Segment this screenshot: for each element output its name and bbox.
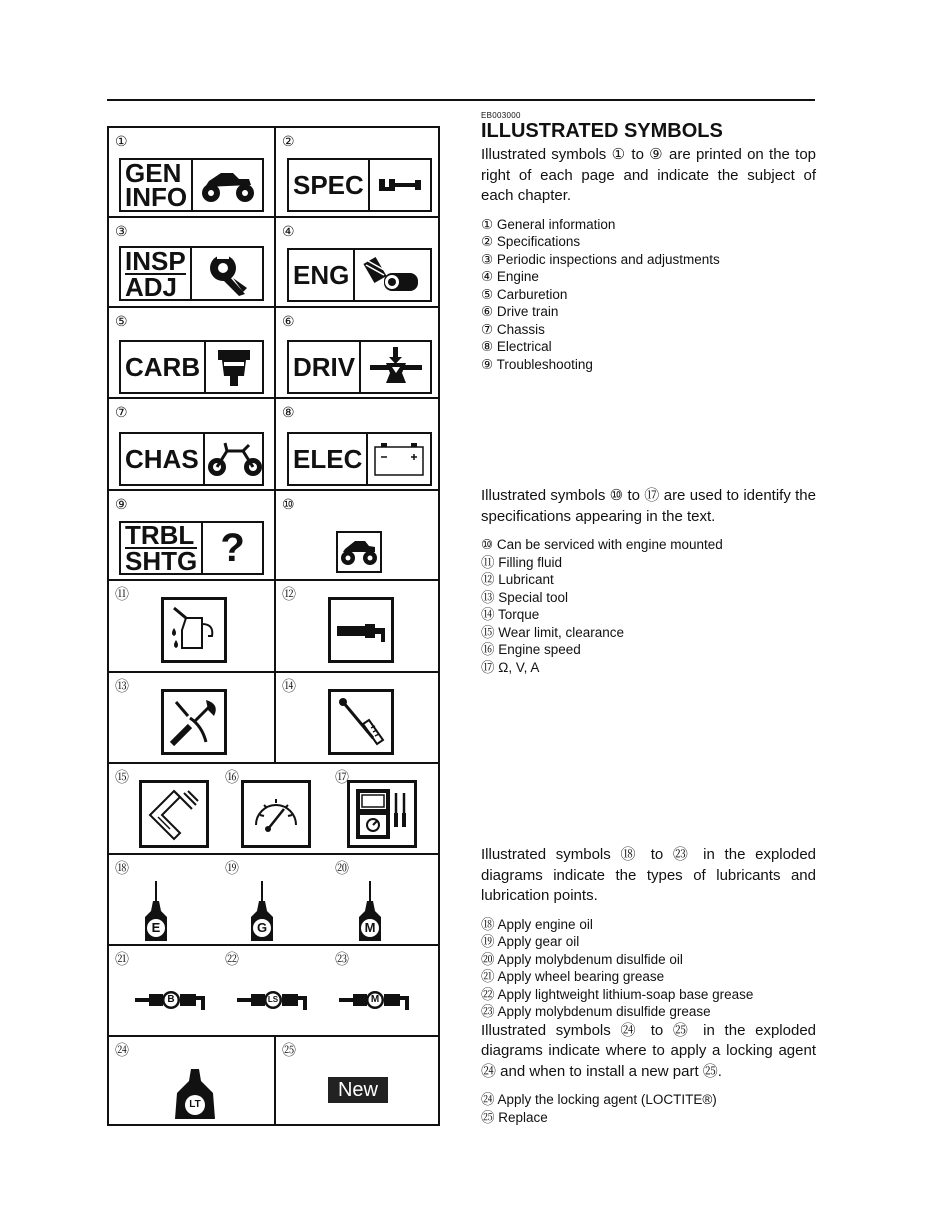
- symbol-engine-mounted: [276, 491, 440, 579]
- grease-gun-icon: [339, 990, 413, 1010]
- tachometer-icon: [241, 780, 311, 848]
- symbol-number: ⑩: [282, 496, 295, 512]
- grease-gun-icon: [237, 990, 311, 1010]
- symbol-carb: [109, 308, 275, 397]
- symbol-torque: [276, 673, 440, 762]
- symbol-moly-oil: [329, 855, 438, 944]
- badge-line2: INFO: [125, 182, 188, 212]
- badge-label: ELEC: [289, 434, 368, 484]
- lubricant-letter: LS: [267, 995, 279, 1004]
- symbol-filling-fluid: [109, 581, 275, 671]
- section-chapter-symbols: [481, 145, 816, 373]
- symbol-number: ①: [115, 133, 128, 149]
- oil-can-icon: [161, 597, 227, 663]
- list-item: ㉑ Apply wheel bearing grease: [481, 969, 665, 984]
- section-intro: Illustrated symbols ⑩ to ⑰ are used to identify the specifications appearing in the text.: [481, 487, 816, 525]
- symbol-list: [481, 216, 816, 374]
- symbol-number: ⑨: [115, 496, 128, 512]
- lubricant-letter: E: [151, 920, 161, 935]
- list-item: ⑳ Apply molybdenum disulfide oil: [481, 951, 683, 967]
- carburetor-icon: [206, 342, 262, 392]
- symbol-number: ④: [282, 223, 295, 239]
- badge-label: SPEC: [289, 160, 370, 210]
- symbol-locking-agent: [109, 1037, 275, 1126]
- gen-info-badge: [119, 158, 264, 212]
- symbol-number: ⑧: [282, 404, 295, 420]
- insp-adj-badge: [119, 246, 264, 301]
- symbol-lithium-grease: [219, 946, 329, 1035]
- symbol-number: ㉒: [225, 951, 239, 967]
- list-item: ㉕ Replace: [481, 1109, 548, 1125]
- symbol-trbl-shtg: [109, 491, 275, 579]
- symbol-spec: [276, 128, 440, 216]
- symbol-eng: [276, 218, 440, 306]
- symbol-chas: [109, 399, 275, 489]
- list-item: ② Specifications: [481, 234, 581, 249]
- section-intro: Illustrated symbols ⑱ to ㉓ in the exploded diagrams indicate the types of lubricants and lubrication points.: [481, 846, 816, 904]
- symbol-list: [481, 536, 816, 676]
- new-part-badge: New: [328, 1077, 388, 1103]
- lubricant-letter: G: [256, 920, 268, 935]
- symbol-gen-info: [109, 128, 275, 216]
- list-item: ⑤ Carburetion: [481, 286, 568, 302]
- lubricant-letter: M: [364, 920, 376, 935]
- symbol-number: ㉔: [115, 1042, 129, 1058]
- badge-line1: TRBL: [125, 523, 197, 549]
- symbol-replace: [276, 1037, 440, 1126]
- tool-icon: [370, 160, 430, 210]
- badge-line2: SHTG: [125, 546, 198, 576]
- symbol-number: ⑭: [282, 678, 296, 694]
- symbol-gear-oil: [219, 855, 329, 944]
- symbol-number: ⑯: [225, 769, 239, 785]
- torque-wrench-icon: [328, 689, 394, 755]
- symbol-number: ⑪: [115, 586, 129, 602]
- grease-gun-icon: [135, 990, 209, 1010]
- badge-label: CARB: [121, 342, 206, 392]
- symbol-number: ⑥: [282, 313, 295, 329]
- section-intro: Illustrated symbols ① to ⑨ are printed on the top right of each page and indicate the subject of each chapter.: [481, 146, 816, 204]
- battery-icon: [368, 434, 430, 484]
- badge-line1: INSP: [125, 245, 186, 276]
- atv-chassis-icon: [205, 434, 265, 484]
- caliper-icon: [139, 780, 209, 848]
- driv-badge: [287, 340, 432, 394]
- symbol-list: [481, 916, 816, 1021]
- atv-mounted-icon: [336, 531, 382, 573]
- list-item: ㉒ Apply lightweight lithium-soap base grease: [481, 986, 754, 1002]
- list-item: ③ Periodic inspections and adjustments: [481, 251, 720, 267]
- atv-icon: [193, 160, 262, 210]
- section-spec-symbols: [481, 486, 816, 676]
- list-item: ① General information: [481, 216, 616, 232]
- eng-badge: [287, 248, 432, 302]
- carb-badge: [119, 340, 264, 394]
- page-title: ILLUSTRATED SYMBOLS: [481, 120, 723, 142]
- symbol-driv: [276, 308, 440, 397]
- symbol-wear-limit: [109, 764, 219, 853]
- list-item: ⑩ Can be serviced with engine mounted: [481, 537, 723, 552]
- engine-icon: [355, 250, 430, 300]
- lubricant-letter: B: [167, 994, 175, 1005]
- question-mark: ?: [220, 525, 245, 570]
- section-lubricant-symbols: [481, 845, 816, 1126]
- trbl-shtg-badge: [119, 521, 264, 575]
- badge-line2: ADJ: [125, 271, 178, 302]
- list-item: ⑭ Torque: [481, 607, 540, 622]
- multimeter-icon: [347, 780, 417, 848]
- symbol-insp-adj: [109, 218, 275, 306]
- symbol-number: ⑤: [115, 313, 128, 329]
- list-item: ⑯ Engine speed: [481, 642, 581, 657]
- list-item: ⑱ Apply engine oil: [481, 916, 593, 932]
- lubricant-gun-icon: [328, 597, 394, 663]
- oil-bottle-icon: [141, 881, 171, 943]
- special-tool-icon: [161, 689, 227, 755]
- list-item: ⑨ Troubleshooting: [481, 356, 593, 372]
- symbol-grid: [107, 126, 440, 1126]
- list-item: ⑮ Wear limit, clearance: [481, 624, 625, 640]
- symbol-number: ㉑: [115, 951, 129, 967]
- symbol-ohm-v-a: [329, 764, 438, 853]
- loctite-bottle-icon: [173, 1067, 217, 1121]
- symbol-special-tool: [109, 673, 275, 762]
- list-item: ⑦ Chassis: [481, 321, 545, 337]
- list-item: ㉓ Apply molybdenum disulfide grease: [481, 1004, 711, 1019]
- list-item: ⑬ Special tool: [481, 589, 569, 605]
- spec-badge: [287, 158, 432, 212]
- symbol-number: ⑲: [225, 860, 239, 876]
- symbol-number: ⑱: [115, 860, 129, 876]
- list-item: ⑥ Drive train: [481, 304, 559, 319]
- symbol-number: ⑳: [335, 860, 349, 876]
- list-item: ⑲ Apply gear oil: [481, 934, 580, 949]
- symbol-wheel-grease: [109, 946, 219, 1035]
- badge-label: ENG: [289, 250, 355, 300]
- symbol-number: ②: [282, 133, 295, 149]
- symbol-engine-speed: [219, 764, 329, 853]
- gear-drive-icon: [361, 342, 430, 392]
- list-item: ⑧ Electrical: [481, 339, 552, 354]
- badge-label: DRIV: [289, 342, 361, 392]
- lubricant-letter: M: [370, 994, 380, 1005]
- chas-badge: [119, 432, 264, 486]
- symbol-number: ⑰: [335, 769, 349, 785]
- list-item: ⑰ Ω, V, A: [481, 659, 540, 675]
- list-item: ㉔ Apply the locking agent (LOCTITE®): [481, 1092, 717, 1107]
- symbol-engine-oil: [109, 855, 219, 944]
- symbol-moly-grease: [329, 946, 438, 1035]
- question-mark-icon: [203, 523, 262, 573]
- top-rule: [107, 99, 815, 101]
- list-item: ④ Engine: [481, 269, 539, 284]
- section-intro: Illustrated symbols ㉔ to ㉕ in the exploded diagrams indicate where to apply a locking agent ㉔ and when to install a new part ㉕.: [481, 1021, 816, 1080]
- symbol-number: ⑮: [115, 769, 129, 785]
- elec-badge: [287, 432, 432, 486]
- document-code: EB003000: [481, 111, 521, 120]
- badge-label: CHAS: [121, 434, 205, 484]
- lubricant-letter: LT: [189, 1099, 201, 1110]
- symbol-lubricant: [276, 581, 440, 671]
- list-item: ⑫ Lubricant: [481, 572, 554, 587]
- badge-line1: GEN: [125, 158, 182, 188]
- symbol-number: ⑫: [282, 586, 296, 602]
- symbol-number: ⑦: [115, 404, 128, 420]
- oil-bottle-icon: [355, 881, 385, 943]
- symbol-elec: [276, 399, 440, 489]
- oil-bottle-icon: [247, 881, 277, 943]
- symbol-number: ㉓: [335, 951, 349, 967]
- list-item: ⑪ Filling fluid: [481, 554, 563, 570]
- symbol-number: ⑬: [115, 678, 129, 694]
- symbol-list: [481, 1091, 816, 1126]
- symbol-number: ③: [115, 223, 128, 239]
- wrench-icon: [192, 248, 262, 299]
- symbol-number: ㉕: [282, 1042, 296, 1058]
